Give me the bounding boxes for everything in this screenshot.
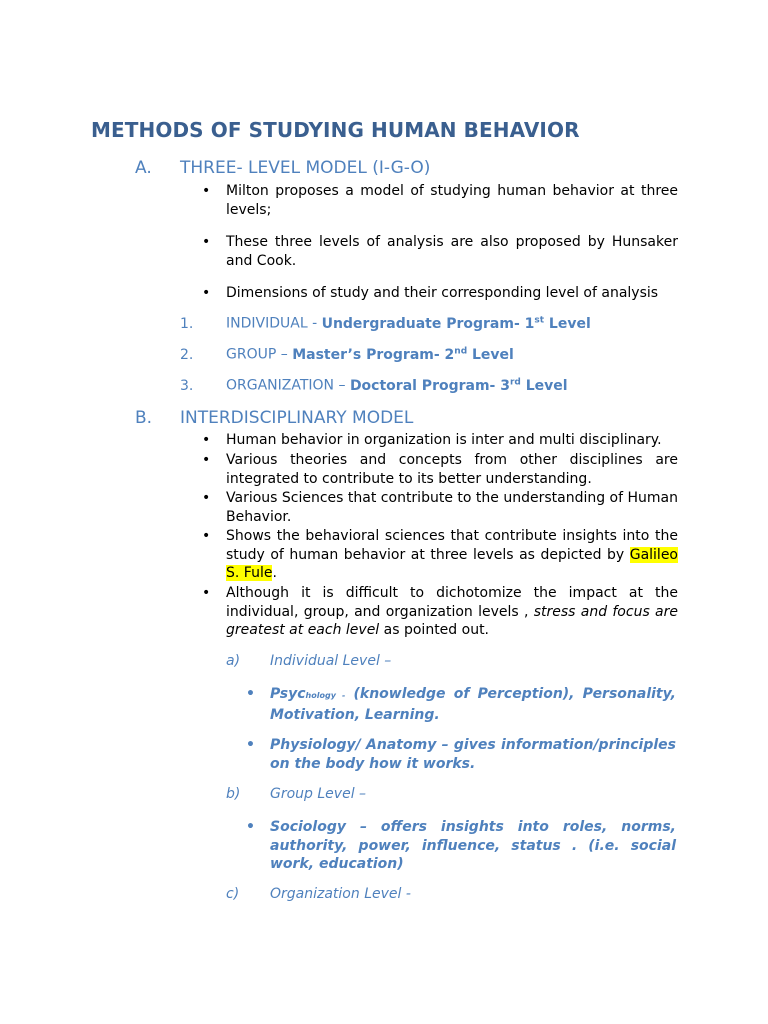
list-item: • Shows the behavioral sciences that contribute insights into the study of human behavior at three levels as depicted by Galileo S. Fule. xyxy=(202,528,678,581)
highlighted-author: Galileo S. Fule xyxy=(226,546,678,581)
section-b-heading xyxy=(135,408,413,428)
bullet-icon: • xyxy=(246,686,255,702)
level-item-1: 1. INDIVIDUAL - Undergraduate Program- 1st Level xyxy=(180,315,591,332)
bullet-icon: • xyxy=(202,528,211,544)
bullet-icon: • xyxy=(202,183,211,199)
section-a-heading xyxy=(135,158,430,178)
sub-heading-organization: c) Organization Level - xyxy=(226,886,411,902)
list-item: • Dimensions of study and their corresponding level of analysis xyxy=(202,285,659,301)
list-item: • These three levels of analysis are also proposed by Hunsaker and Cook. xyxy=(202,234,678,269)
bullet-icon: • xyxy=(202,585,211,601)
section-b-label: B. xyxy=(135,408,153,428)
bullet-icon: • xyxy=(202,432,211,448)
list-item: • Milton proposes a model of studying human behavior at three levels; xyxy=(202,183,678,218)
list-item: • Although it is difficult to dichotomize the impact at the individual, group, and organization levels , stress and focus are greatest at each level as pointed out. xyxy=(202,585,678,638)
bullet-icon: • xyxy=(202,285,211,301)
sub-heading-individual: a) Individual Level – xyxy=(226,653,392,669)
bullet-icon: • xyxy=(202,490,211,506)
section-a-title: THREE- LEVEL MODEL (I-G-O) xyxy=(180,158,431,178)
level-item-2: 2. GROUP – Master’s Program- 2nd Level xyxy=(180,346,514,363)
level-item-3: 3. ORGANIZATION – Doctoral Program- 3rd Level xyxy=(180,377,568,394)
bullet-icon: • xyxy=(202,234,211,250)
list-item: • Sociology – offers insights into roles, norms, authority, power, influence, status . (i.e. social work, education) xyxy=(246,819,676,872)
bullet-icon: • xyxy=(246,737,255,753)
list-item: • Psychology - (knowledge of Perception), Personality, Motivation, Learning. xyxy=(246,686,676,723)
list-item: • Human behavior in organization is inter and multi disciplinary. xyxy=(202,432,662,448)
section-a-label: A. xyxy=(135,158,152,178)
list-item: • Physiology/ Anatomy – gives information/principles on the body how it works. xyxy=(246,737,676,772)
bullet-icon: • xyxy=(246,819,255,835)
list-item: • Various theories and concepts from other disciplines are integrated to contribute to its better understanding. xyxy=(202,452,678,487)
bullet-icon: • xyxy=(202,452,211,468)
section-b-title: INTERDISCIPLINARY MODEL xyxy=(180,408,414,428)
page-title: METHODS OF STUDYING HUMAN BEHAVIOR xyxy=(91,118,580,142)
sub-heading-group: b) Group Level – xyxy=(226,786,367,802)
list-item: • Various Sciences that contribute to the understanding of Human Behavior. xyxy=(202,490,678,525)
